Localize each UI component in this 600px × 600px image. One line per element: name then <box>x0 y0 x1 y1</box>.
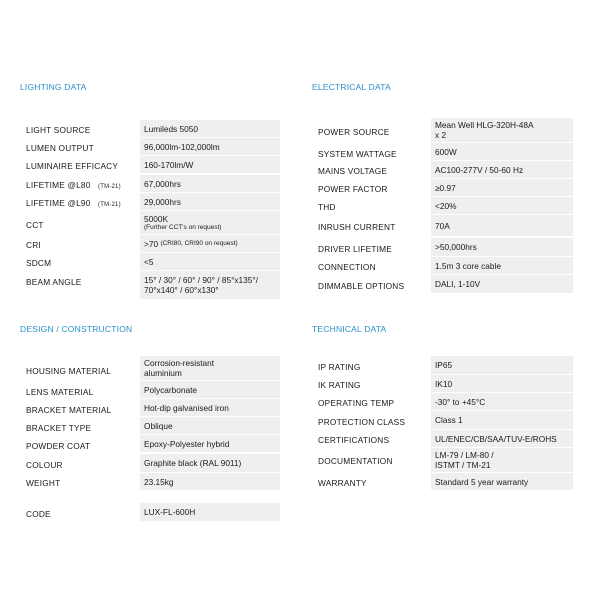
spec-value: Standard 5 year warranty <box>431 473 573 490</box>
spec-value: Hot-dip galvanised iron <box>140 399 280 416</box>
code-label: CODE <box>26 509 51 519</box>
spec-value: 160-170lm/W <box>140 156 280 173</box>
spec-label: POWDER COAT <box>26 441 91 451</box>
spec-label: MAINS VOLTAGE <box>318 166 388 176</box>
spec-value: ≥0.97 <box>431 179 573 196</box>
spec-label: CONNECTION <box>318 262 376 272</box>
spec-label: CRI <box>26 240 41 250</box>
spec-value: 29,000hrs <box>140 193 280 210</box>
spec-label: LIFETIME @L90 (TM-21) <box>26 198 121 208</box>
spec-value: Class 1 <box>431 411 573 429</box>
spec-value: <5 <box>140 253 280 270</box>
spec-note: (TM-21) <box>98 202 121 208</box>
spec-value: 15° / 30° / 60° / 90° / 85°x135°/ 70°x140° / 60°x130° <box>140 271 280 299</box>
spec-label: IP RATING <box>318 362 361 372</box>
spec-note: (TM-21) <box>98 184 121 190</box>
code-value: LUX-FL-600H <box>140 503 280 521</box>
spec-value: Epoxy-Polyester hybrid <box>140 435 280 452</box>
spec-label: CCT <box>26 220 44 230</box>
spec-value: 67,000hrs <box>140 175 280 192</box>
spec-label: IK RATING <box>318 380 361 390</box>
spec-label: SYSTEM WATTAGE <box>318 149 397 159</box>
spec-value: 600W <box>431 143 573 160</box>
spec-value: 23.15kg <box>140 473 280 490</box>
spec-label: BRACKET TYPE <box>26 423 92 433</box>
spec-label: PROTECTION CLASS <box>318 417 406 427</box>
spec-label: DRIVER LIFETIME <box>318 244 392 254</box>
spec-value: UL/ENEC/CB/SAA/TUV-E/ROHS <box>431 430 573 447</box>
spec-value: >50,000hrs <box>431 238 573 256</box>
spec-value: IP65 <box>431 356 573 374</box>
spec-value: Oblique <box>140 417 280 434</box>
lighting-data-title: LIGHTING DATA <box>20 82 87 92</box>
spec-label: DIMMABLE OPTIONS <box>318 281 405 291</box>
spec-label: LUMINAIRE EFFICACY <box>26 161 119 171</box>
design-construction-title: DESIGN / CONSTRUCTION <box>20 324 133 334</box>
spec-label: LIGHT SOURCE <box>26 125 91 135</box>
spec-value: Corrosion-resistant aluminium <box>140 356 280 380</box>
spec-label: INRUSH CURRENT <box>318 222 396 232</box>
spec-value: -30° to +45°C <box>431 393 573 410</box>
spec-value: <20% <box>431 197 573 214</box>
spec-value: 70A <box>431 215 573 236</box>
spec-label: WARRANTY <box>318 478 367 488</box>
technical-data-title: TECHNICAL DATA <box>312 324 387 334</box>
spec-label: BEAM ANGLE <box>26 277 82 287</box>
spec-label: SDCM <box>26 258 52 268</box>
spec-value: Lumileds 5050 <box>140 120 280 137</box>
spec-label: WEIGHT <box>26 478 61 488</box>
spec-value: 1.5m 3 core cable <box>431 257 573 274</box>
spec-value: Mean Well HLG-320H-48A x 2 <box>431 118 573 142</box>
spec-value: 5000K (Further CCT's on request) <box>140 211 280 234</box>
spec-label: OPERATING TEMP <box>318 398 395 408</box>
spec-value: Graphite black (RAL 9011) <box>140 454 280 472</box>
spec-label: DOCUMENTATION <box>318 456 393 466</box>
spec-label: CERTIFICATIONS <box>318 435 390 445</box>
spec-value: 96,000lm-102,000lm <box>140 138 280 155</box>
spec-value: AC100-277V / 50-60 Hz <box>431 161 573 178</box>
electrical-data-title: ELECTRICAL DATA <box>312 82 391 92</box>
spec-label: LIFETIME @L80 (TM-21) <box>26 180 121 190</box>
spec-label: BRACKET MATERIAL <box>26 405 112 415</box>
spec-value: >70 (CRI80, CRI90 on request) <box>140 235 280 252</box>
spec-value: IK10 <box>431 375 573 392</box>
spec-label: HOUSING MATERIAL <box>26 366 112 376</box>
spec-label: LENS MATERIAL <box>26 387 94 397</box>
spec-value: DALI, 1-10V <box>431 275 573 293</box>
spec-label: POWER SOURCE <box>318 127 390 137</box>
spec-label: POWER FACTOR <box>318 184 388 194</box>
spec-label: THD <box>318 202 336 212</box>
spec-label: LUMEN OUTPUT <box>26 143 94 153</box>
spec-value: Polycarbonate <box>140 381 280 398</box>
spec-label: COLOUR <box>26 460 63 470</box>
spec-value: LM-79 / LM-80 / ISTMT / TM-21 <box>431 448 573 472</box>
